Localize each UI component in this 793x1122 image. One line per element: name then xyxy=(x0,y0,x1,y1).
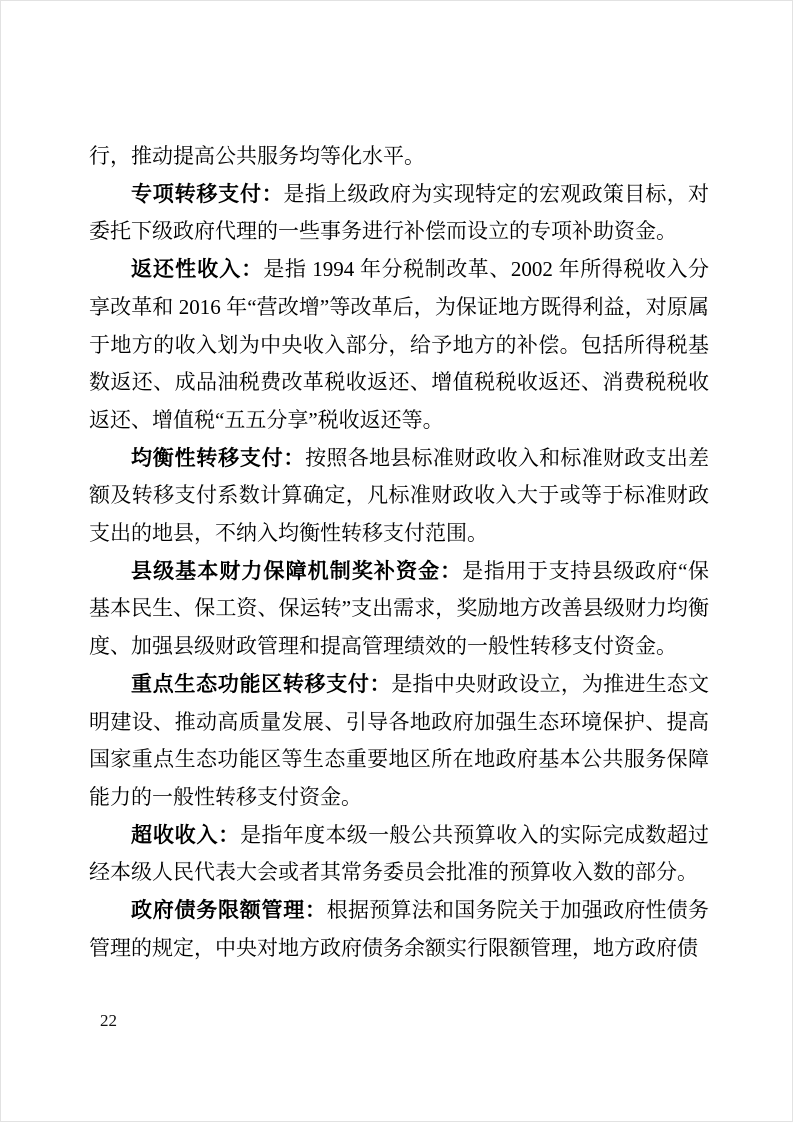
paragraph-text: 是指用于支持县级政府“保基本民生、保工资、保运转”支出需求，奖励地方改善县级财力均衡度、加强县级财政管理和提高管理绩效的一般性转移支付资金。 xyxy=(89,558,710,659)
term-label: 重点生态功能区转移支付： xyxy=(131,672,392,696)
paragraph-text: 是指年度本级一般公共预算收入的实际完成数超过经本级人民代表大会或者其常务委员会批准的预算收入数的部分。 xyxy=(89,822,710,885)
term-label: 均衡性转移支付： xyxy=(131,446,306,470)
paragraph xyxy=(89,138,709,176)
paragraph-text: 根据预算法和国务院关于加强政府性债务管理的规定，中央对地方政府债务余额实行限额管理，地方政府债 xyxy=(89,898,709,960)
term-label: 专项转移支付： xyxy=(131,182,284,206)
text-block xyxy=(89,138,709,967)
paragraph-text: 是指中央财政设立，为推进生态文明建设、推动高质量发展、引导各地政府加强生态环境保护、提高国家重点生态功能区等生态重要地区所在地政府基本公共服务保障能力的一般性转移支付资金。 xyxy=(89,671,710,809)
term-label: 返还性收入： xyxy=(131,258,264,282)
paragraph xyxy=(89,817,709,892)
paragraph xyxy=(89,251,709,440)
paragraph xyxy=(89,440,709,553)
paragraph xyxy=(89,553,709,666)
paragraph-text: 按照各地县标准财政收入和标准财政支出差额及转移支付系数计算确定，凡标准财政收入大于或等于标准财政支出的地县，不纳入均衡性转移支付范围。 xyxy=(89,445,710,546)
paragraph xyxy=(89,666,709,817)
page-number: 22 xyxy=(100,1011,117,1030)
paragraph-text: 是指上级政府为实现特定的宏观政策目标，对委托下级政府代理的一些事务进行补偿而设立的专项补助资金。 xyxy=(89,181,710,244)
paragraph xyxy=(89,892,709,967)
term-label: 超收收入： xyxy=(131,823,241,847)
paragraph-text: 是指 1994 年分税制改革、2002 年所得税收入分享改革和 2016 年“营改增”等改革后，为保证地方既得利益，对原属于地方的收入划为中央收入部分，给予地方的补偿。包括所得税基数返还、成品油税费改革税收返还、增值税税收返还、消费税税收返还、增值税“五五分享”税收返还等。 xyxy=(89,257,709,432)
term-label: 县级基本财力保障机制奖补资金： xyxy=(131,559,463,583)
paragraph-text: 行，推动提高公共服务均等化水平。 xyxy=(89,144,425,168)
paragraph xyxy=(89,176,709,251)
term-label: 政府债务限额管理： xyxy=(131,899,327,923)
